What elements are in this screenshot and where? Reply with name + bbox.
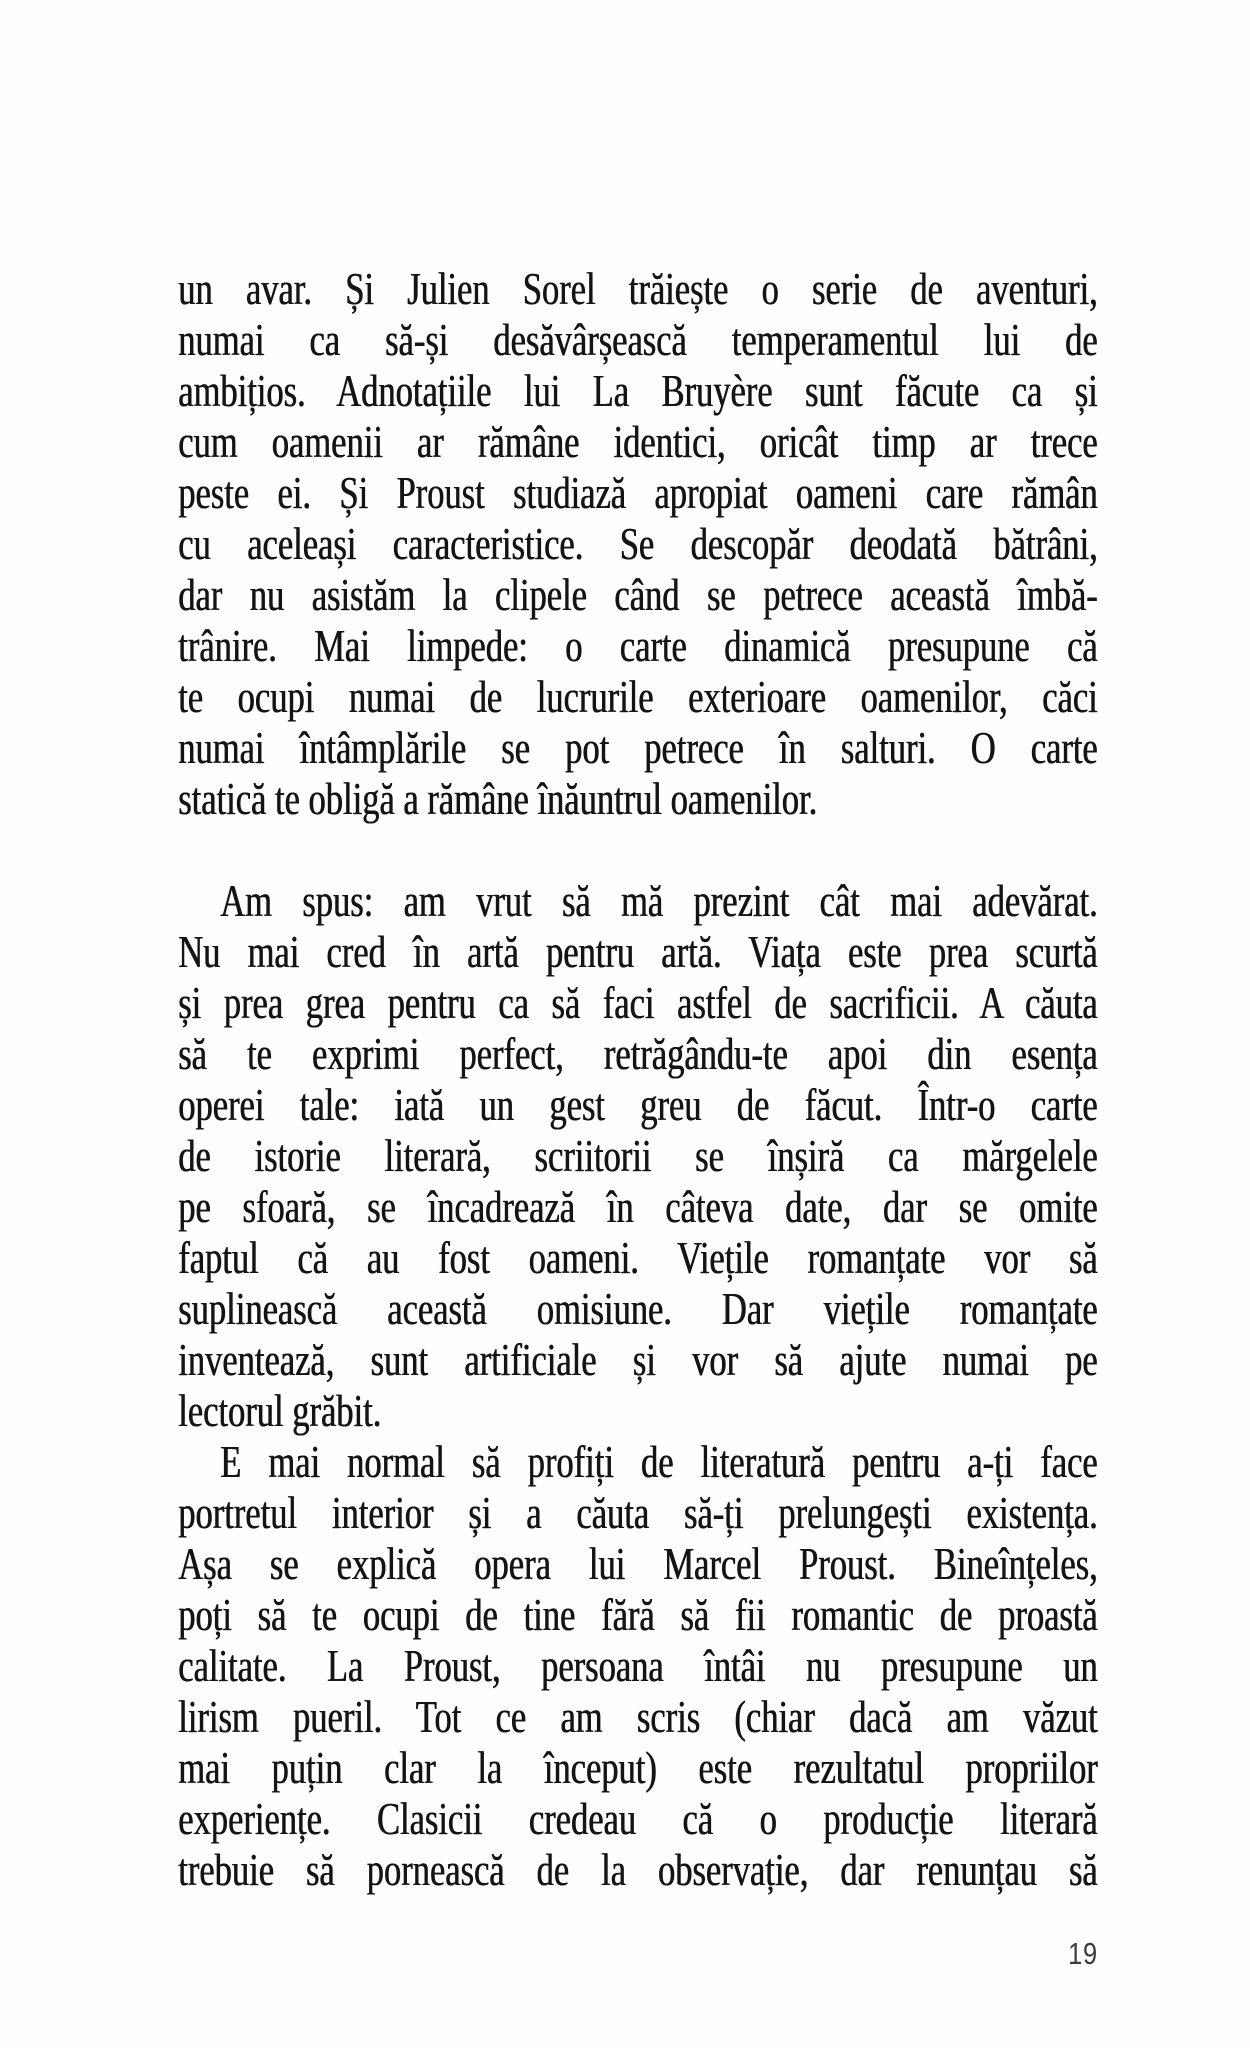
text-line: cu aceleași caracteristice. Se descopăr deodată bătrâni, [178,518,1098,569]
text-line: suplinească această omisiune. Dar viețile romanțate [178,1283,1098,1334]
text-line: portretul interior și a căuta să-ți prelungești existența. [178,1487,1098,1538]
text-line: trebuie să pornească de la observație, dar renunțau să [178,1844,1098,1895]
paragraph [178,875,1098,1436]
text-line: trânire. Mai limpede: o carte dinamică presupune că [178,620,1098,671]
text-line: pe sfoară, se încadrează în câteva date, dar se omite [178,1181,1098,1232]
text-line: dar nu asistăm la clipele când se petrece această îmbă- [178,569,1098,620]
page-number: 19 [1068,1936,1098,1971]
text-line: te ocupi numai de lucrurile exterioare oamenilor, căci [178,671,1098,722]
text-line: și prea grea pentru ca să faci astfel de sacrificii. A căuta [178,977,1098,1028]
text-line: numai întâmplările se pot petrece în salturi. O carte [178,722,1098,773]
page-text [178,263,1098,1895]
text-line: E mai normal să profiți de literatură pentru a-ți face [220,1436,1098,1487]
text-line: mai puțin clar la început) este rezultatul propriilor [178,1742,1098,1793]
text-line: un avar. Și Julien Sorel trăiește o serie de aventuri, [178,263,1098,314]
text-line: lirism pueril. Tot ce am scris (chiar dacă am văzut [178,1691,1098,1742]
text-line: faptul că au fost oameni. Viețile romanțate vor să [178,1232,1098,1283]
text-line: calitate. La Proust, persoana întâi nu presupune un [178,1640,1098,1691]
text-line: peste ei. Și Proust studiază apropiat oameni care rămân [178,467,1098,518]
text-line: Am spus: am vrut să mă prezint cât mai adevărat. [220,875,1098,926]
text-line: experiențe. Clasicii credeau că o producție literară [178,1793,1098,1844]
text-line: de istorie literară, scriitorii se înșiră ca mărgelele [178,1130,1098,1181]
paragraph [178,263,1098,824]
paragraph [178,1436,1098,1895]
text-line: lectorul grăbit. [178,1385,382,1436]
text-line: ambițios. Adnotațiile lui La Bruyère sunt făcute ca și [178,365,1098,416]
text-line: cum oamenii ar rămâne identici, oricât timp ar trece [178,416,1098,467]
text-line: operei tale: iată un gest greu de făcut. Într-o carte [178,1079,1098,1130]
text-line: numai ca să-și desăvârșească temperamentul lui de [178,314,1098,365]
text-line: poți să te ocupi de tine fără să fii romantic de proastă [178,1589,1098,1640]
text-line: Nu mai cred în artă pentru artă. Viața este prea scurtă [178,926,1098,977]
text-line: să te exprimi perfect, retrăgându-te apoi din esența [178,1028,1098,1079]
text-line: Așa se explică opera lui Marcel Proust. Bineînțeles, [178,1538,1098,1589]
text-line: statică te obligă a rămâne înăuntrul oamenilor. [178,773,817,824]
text-line: inventează, sunt artificiale și vor să ajute numai pe [178,1334,1098,1385]
